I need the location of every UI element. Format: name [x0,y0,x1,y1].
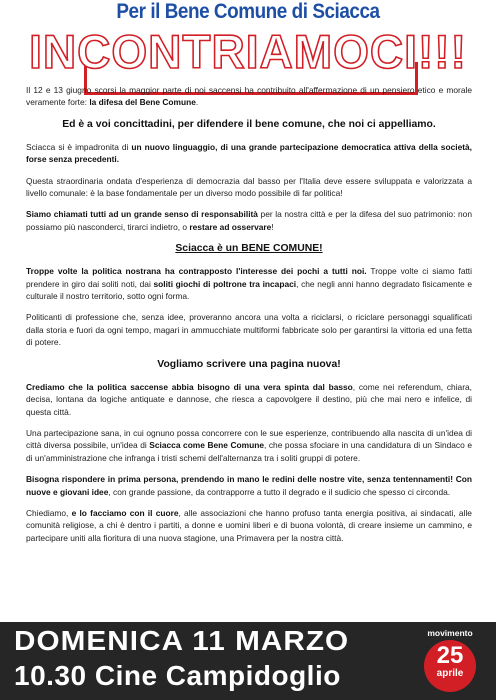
paragraph: Una partecipazione sana, in cui ognuno possa concorrere con le sue esperienze, contribuendo alla nascita di un'idea di città diversa possibile, un'idea di Sciacca come Bene Comune, che possa sfociare in una candidatura di un Sindaco e di un'amministrazione che infranga i tristi schemi dell'alternanza tra i soliti gruppi di potere. [26,427,472,463]
paragraph: Siamo chiamati tutti ad un grande senso di responsabilità per la nostra città e per la difesa del suo patrimonio: non possiamo più nasconderci, tirarci indietro, o restare ad osservare! [26,209,472,232]
paragraph: Questa straordinaria ondata d'esperienza di democrazia dal basso per l'Italia deve essere sviluppata e valorizzata a livello comunale: è la base fondamentale per un diverso modo possibile di far politica! [26,175,472,199]
paragraph: Chiediamo, e lo facciamo con il cuore, alle associazioni che hanno profuso tanta energia positiva, ai sindacati, alle comunità religiose, a chi è dentro i partiti, a donne e uomini liberi e di buona volontà, di creare insieme un cammino, e partecipare uniti alla fioritura di una nuova stagione, una Primavera per la nostra città. [26,507,472,543]
paragraph: Il 12 e 13 giugno scorsi la maggior parte di noi saccensi ha contribuito all'affermazione di un pensiero etico e morale veramente forte: la difesa del Bene Comune. [26,85,472,108]
badge-movimento-label: movimento [427,628,473,638]
main-title: INCONTRIAMOCI!!! [29,25,467,78]
event-date: DOMENICA 11 MARZO [14,625,350,656]
paragraph: Crediamo che la politica saccense abbia bisogno di una vera spinta dal basso, come nei referendum, chiara, decisa, lontana da logiche antiquate e dannose, che riesca a capovolgere il destino, più che mai nero e infelice, di questa città. [26,381,472,417]
paragraph: Sciacca si è impadronita di un nuovo linguaggio, di una grande partecipazione democratica attiva della società, forse senza precedenti. [26,141,472,165]
badge-aprile-label: aprile [436,668,464,679]
paragraph: Troppe volte la politica nostrana ha contrapposto l'interesse dei pochi a tutti noi. Troppe volte ci siamo fatti prendere in giro dai soliti noti, dai soliti giochi di poltrone tra incapaci, che negli anni hanno degradato fisicamente e culturale il nostro territorio, sotto ogni forma. [26,266,473,302]
paragraph: Politicanti di professione che, senza idee, proveranno ancora una volta a riciclarsi, o riciclare personaggi squalificati dalla storia e fuori da ogni tempo, magari in ammucchiate multiformi fabbricate solo per garantirsi la vittoria ed una fetta di potere. [26,312,472,348]
top-title: Per il Bene Comune di Sciacca [116,0,380,23]
section-heading: Vogliamo scrivere una pagina nuova! [157,358,341,370]
paragraph: Bisogna rispondere in prima persona, prendendo in mano le redini delle nostre vite, senza tentennamenti! Con nuove e giovani idee, con grande passione, da contrapporre a tutto il degrado e il sudicio che spesso ci circonda. [26,474,472,497]
section-heading: Ed è a voi concittadini, per difendere il bene comune, che noi ci appelliamo. [62,118,436,130]
event-time-place: 10.30 Cine Campidoglio [14,660,341,691]
section-heading: Sciacca è un BENE COMUNE! [175,243,323,255]
header [0,0,496,85]
body-text [26,84,472,553]
badge-number: 25 [436,642,464,669]
